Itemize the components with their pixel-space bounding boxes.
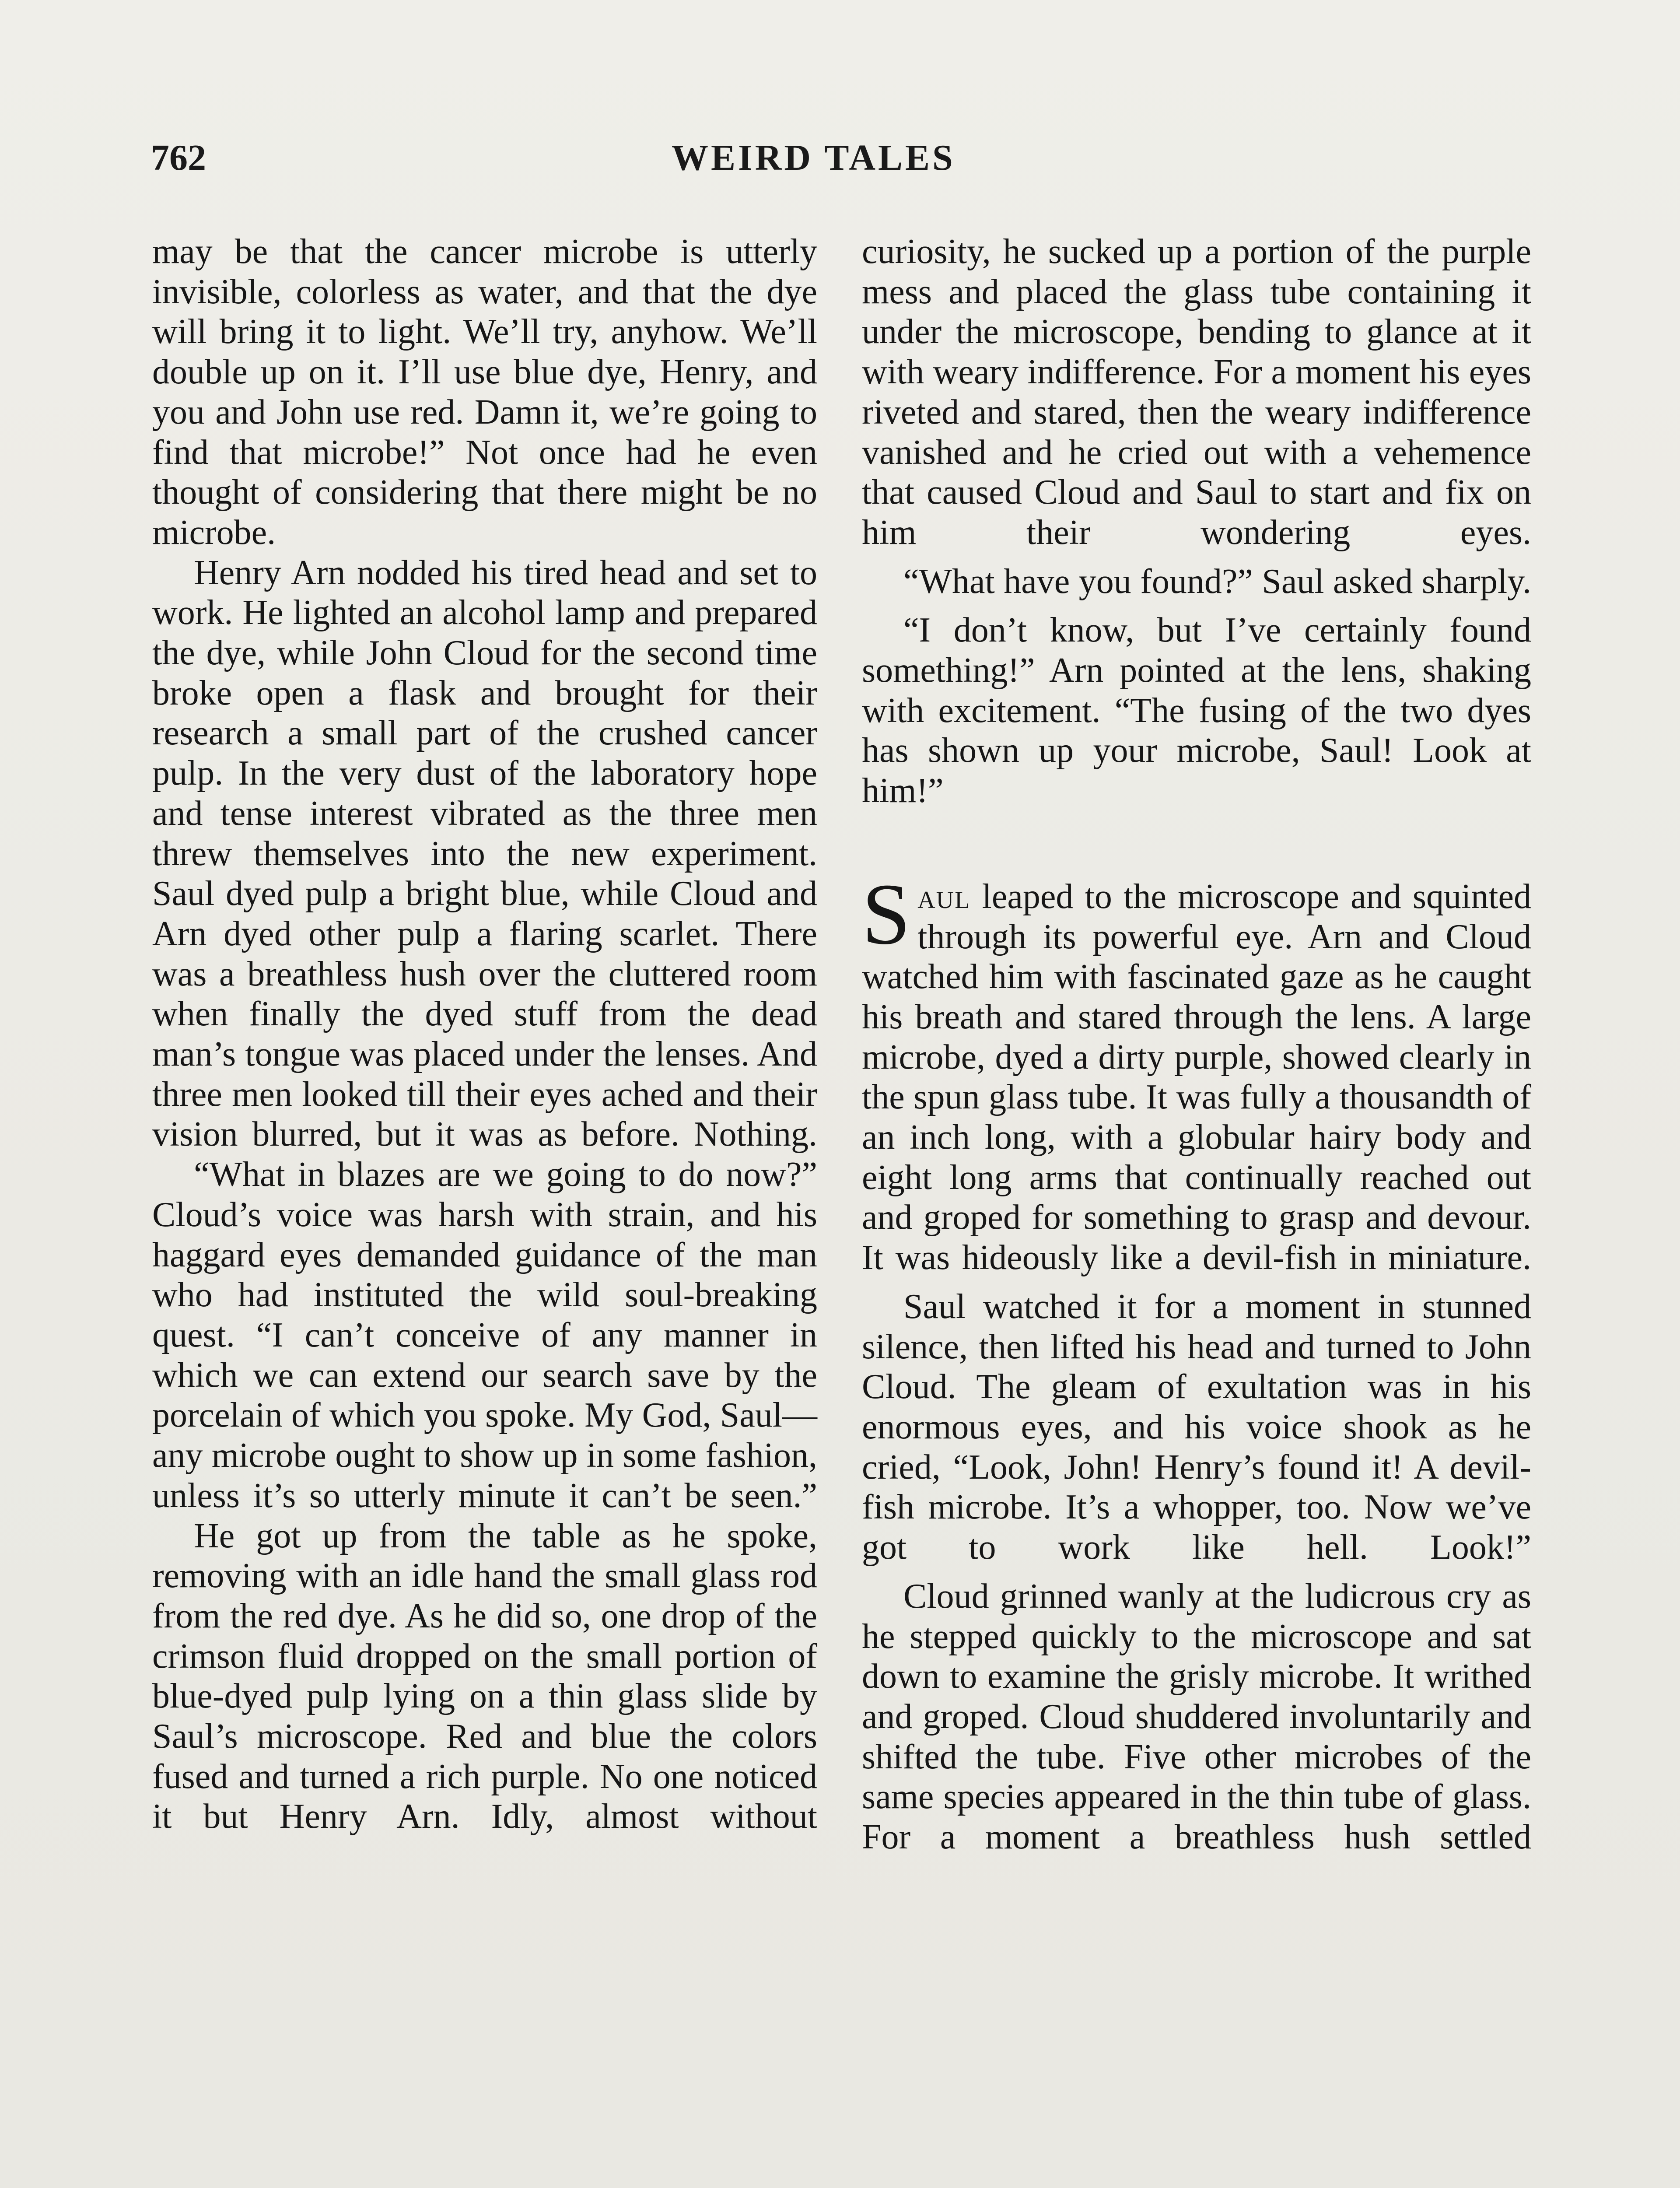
paragraph: “What in blazes are we going to do now?” Cloud’s voice was harsh with strain, and his haggard eyes demanded guidance of the man who had instituted the wild soul-breaking quest. “I can’t conceive of any manner in which we can extend our search save by the porcelain of which you spoke. My God, Saul—any microbe ought to show up in some fashion, unless it’s so utterly minute it can’t be seen.”: [152, 1155, 817, 1515]
running-head: [151, 137, 1420, 185]
journal-title: WEIRD TALES: [672, 137, 956, 178]
paragraph-gap: [862, 553, 1531, 562]
paragraph-gap: [862, 1278, 1531, 1287]
paragraph: Saul watched it for a moment in stunned silence, then lifted his head and turned to John Cloud. The gleam of exultation was in his enormous eyes, and his voice shook as he cried, “Look, John! Henry’s found it! A devil-fish microbe. It’s a whopper, too. Now we’ve got to work like hell. Look!”: [862, 1287, 1531, 1567]
small-caps-lead: aul: [917, 877, 971, 916]
paragraph: Cloud grinned wanly at the ludicrous cry as he stepped quickly to the microscope and sat down to examine the grisly microbe. It writhed and groped. Cloud shuddered involuntarily and shifted the tube. Five other microbes of the same species appeared in the thin tube of glass. For a moment a breathless hush settled: [862, 1577, 1531, 1857]
left-column: [152, 232, 817, 1837]
paragraph-gap: [862, 602, 1531, 610]
paragraph: curiosity, he sucked up a portion of the purple mess and placed the glass tube containing it under the microscope, bending to glance at it with weary indifference. For a moment his eyes riveted and stared, then the weary indifference vanished and he cried out with a vehemence that caused Cloud and Saul to start and fix on him their wondering eyes.: [862, 232, 1531, 552]
page-number: 762: [151, 137, 206, 178]
paragraph: “What have you found?” Saul asked sharply.: [903, 562, 1531, 601]
section-opening-paragraph: [862, 866, 1531, 1278]
paragraph-gap: [862, 1568, 1531, 1577]
paragraph: may be that the cancer microbe is utterly invisible, colorless as water, and that the dye will bring it to light. We’ll try, anyhow. We’ll double up on it. I’ll use blue dye, Henry, and you and John use red. Damn it, we’re going to find that microbe!” Not once had he even thought of considering that there might be no microbe.: [152, 232, 817, 552]
right-column: [862, 232, 1531, 1858]
section-break: [862, 811, 1531, 877]
paragraph-text: leaped to the microscope and squinted through its powerful eye. Arn and Cloud watched him with fascinated gaze as he caught his breath and stared through the lens. A large microbe, dyed a dirty purple, showed clearly in the spun glass tube. It was fully a thousandth of an inch long, with a globular hairy body and eight long arms that continually reached out and groped for something to grasp and devour. It was hideously like a devil-fish in miniature.: [862, 877, 1531, 1277]
drop-cap: S: [862, 866, 911, 963]
paragraph: Henry Arn nodded his tired head and set to work. He lighted an alcohol lamp and prepared the dye, while John Cloud for the second time broke open a flask and brought for their research a small part of the crushed cancer pulp. In the very dust of the laboratory hope and tense interest vibrated as the three men threw themselves into the new experiment. Saul dyed pulp a bright blue, while Cloud and Arn dyed other pulp a flaring scarlet. There was a breathless hush over the cluttered room when finally the dyed stuff from the dead man’s tongue was placed under the lenses. And three men looked till their eyes ached and their vision blurred, but it was as before. Nothing.: [152, 553, 817, 1154]
paragraph: He got up from the table as he spoke, removing with an idle hand the small glass rod from the red dye. As he did so, one drop of the crimson fluid dropped on the small portion of blue-dyed pulp lying on a thin glass slide by Saul’s microscope. Red and blue the colors fused and turned a rich purple. No one noticed it but Henry Arn. Idly, almost without: [152, 1516, 817, 1836]
paragraph: “I don’t know, but I’ve certainly found something!” Arn pointed at the lens, shaking with excitement. “The fusing of the two dyes has shown up your microbe, Saul! Look at him!”: [862, 611, 1531, 810]
